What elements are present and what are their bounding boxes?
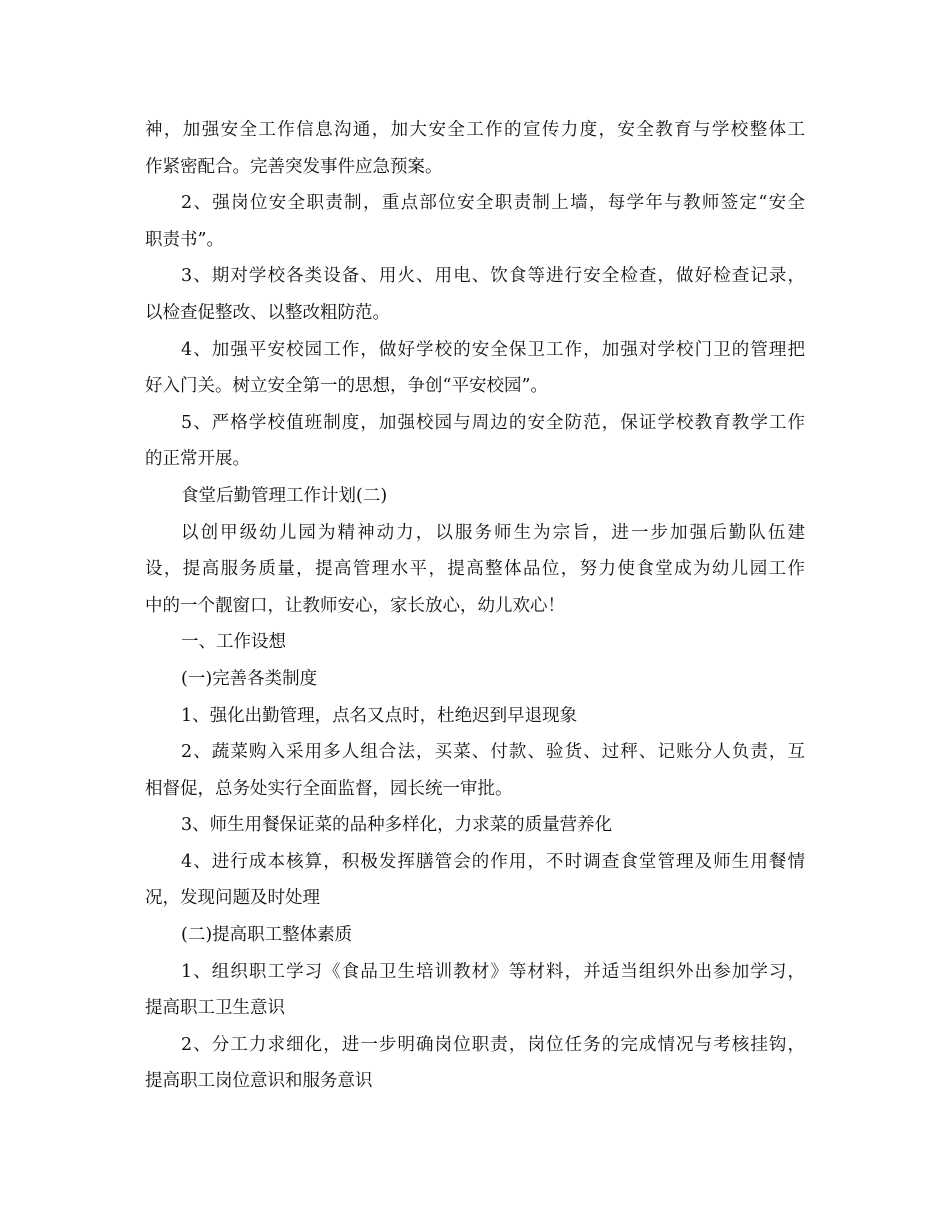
text-line: 提高职工卫生意识 xyxy=(145,998,285,1019)
text-line: 职责书”。 xyxy=(145,229,224,250)
text-line: 一、工作设想 xyxy=(181,632,286,653)
text-line: 5、严格学校值班制度，加强校园与周边的安全防范，保证学校教育教学工作 xyxy=(181,412,805,433)
text-line: 2、强岗位安全职责制，重点部位安全职责制上墙，每学年与教师签定“安全 xyxy=(181,193,805,214)
text-line: 相督促，总务处实行全面监督，园长统一审批。 xyxy=(145,778,513,799)
text-line: 设，提高服务质量，提高管理水平，提高整体品位，努力使食堂成为幼儿园工作 xyxy=(145,559,805,580)
text-line: 3、师生用餐保证菜的品种多样化，力求菜的质量营养化 xyxy=(181,815,613,836)
text-line: 2、分工力求细化，进一步明确岗位职责，岗位任务的完成情况与考核挂钩， xyxy=(181,1034,805,1055)
document-page xyxy=(145,112,805,1100)
text-line: 好入门关。树立安全第一的思想，争创“平安校园”。 xyxy=(145,376,548,397)
text-line: 以检查促整改、以整改粗防范。 xyxy=(145,302,390,323)
text-line: 1、组织职工学习《食品卫生培训教材》等材料，并适当组织外出参加学习， xyxy=(181,961,805,982)
text-line: 4、加强平安校园工作，做好学校的安全保卫工作，加强对学校门卫的管理把 xyxy=(181,339,805,360)
text-line: 以创甲级幼儿园为精神动力，以服务师生为宗旨，进一步加强后勤队伍建 xyxy=(181,522,805,543)
text-line: 中的一个靓窗口，让教师安心，家长放心，幼儿欢心！ xyxy=(145,595,565,616)
text-line: 况，发现问题及时处理 xyxy=(145,888,320,909)
text-line: 提高职工岗位意识和服务意识 xyxy=(145,1071,373,1092)
text-line: (一)完善各类制度 xyxy=(181,668,318,689)
text-line: 1、强化出勤管理，点名又点时，杜绝迟到早退现象 xyxy=(181,705,578,726)
text-line: 3、期对学校各类设备、用火、用电、饮食等进行安全检查，做好检查记录， xyxy=(181,266,805,287)
text-line: 2、蔬菜购入采用多人组合法，买菜、付款、验货、过秤、记账分人负责，互 xyxy=(181,742,805,763)
text-line: 的正常开展。 xyxy=(145,449,250,470)
text-line: (二)提高职工整体素质 xyxy=(181,925,353,946)
text-line: 4、进行成本核算，积极发挥膳管会的作用，不时调查食堂管理及师生用餐情 xyxy=(181,851,805,872)
text-line: 食堂后勤管理工作计划(二) xyxy=(181,485,388,506)
text-line: 神，加强安全工作信息沟通，加大安全工作的宣传力度，安全教育与学校整体工 xyxy=(145,120,805,140)
text-line: 作紧密配合。完善突发事件应急预案。 xyxy=(145,156,443,177)
